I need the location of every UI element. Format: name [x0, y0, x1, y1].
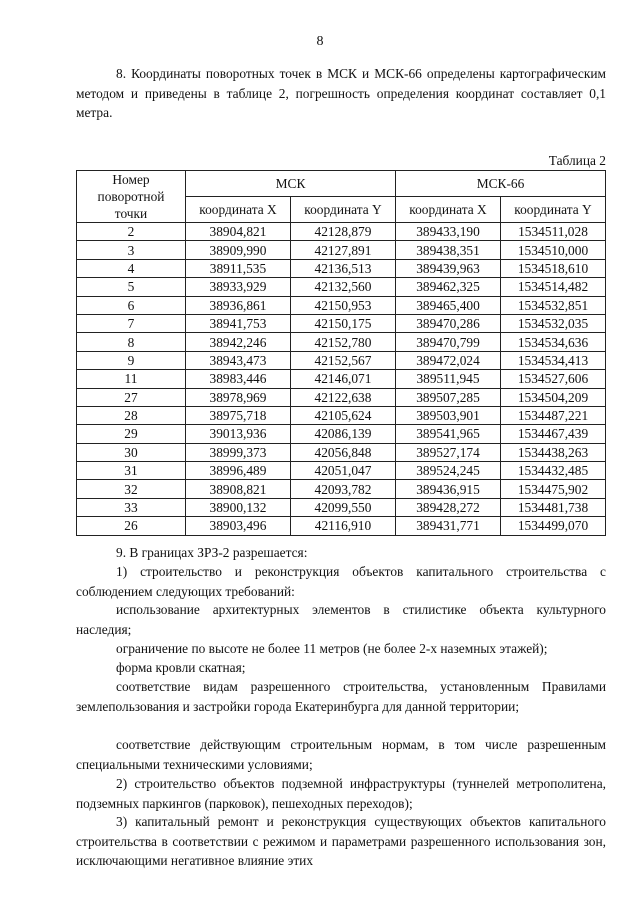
msk-y-cell: 42086,139 — [291, 425, 396, 443]
msk-y-header: координата Y — [291, 197, 396, 223]
coordinates-table — [76, 170, 606, 536]
msk-y-cell: 42093,782 — [291, 480, 396, 498]
table-row — [77, 241, 606, 259]
table-row — [77, 333, 606, 351]
section-8-paragraph: 8. Координаты поворотных точек в МСК и МСК-66 определены картографическим методом и приведены в таблице 2, погрешность определения координат составляет 0,1 метра. — [76, 66, 606, 121]
msk66-y-cell: 1534510,000 — [501, 241, 606, 259]
msk66-y-cell: 1534475,902 — [501, 480, 606, 498]
table-row — [77, 443, 606, 461]
msk66-y-cell: 1534511,028 — [501, 223, 606, 241]
point-number-cell: 7 — [77, 314, 186, 332]
table-row — [77, 351, 606, 369]
msk66-x-cell: 389524,245 — [396, 462, 501, 480]
point-number-cell: 6 — [77, 296, 186, 314]
msk-header: МСК — [186, 171, 396, 197]
point-number-cell: 31 — [77, 462, 186, 480]
msk66-x-cell: 389527,174 — [396, 443, 501, 461]
msk-y-cell: 42127,891 — [291, 241, 396, 259]
msk-y-cell: 42132,560 — [291, 278, 396, 296]
msk-x-cell: 38900,132 — [186, 498, 291, 516]
table-row — [77, 296, 606, 314]
msk-x-cell: 38975,718 — [186, 406, 291, 424]
table-row — [77, 223, 606, 241]
msk66-x-cell: 389507,285 — [396, 388, 501, 406]
point-number-cell: 30 — [77, 443, 186, 461]
msk-x-cell: 38908,821 — [186, 480, 291, 498]
msk66-y-cell: 1534467,439 — [501, 425, 606, 443]
msk66-x-cell: 389439,963 — [396, 259, 501, 277]
msk-x-cell: 38999,373 — [186, 443, 291, 461]
msk-y-cell: 42150,175 — [291, 314, 396, 332]
msk-y-cell: 42152,567 — [291, 351, 396, 369]
msk-y-cell: 42105,624 — [291, 406, 396, 424]
msk66-x-cell: 389511,945 — [396, 370, 501, 388]
msk-y-cell: 42056,848 — [291, 443, 396, 461]
msk66-y-cell: 1534532,035 — [501, 314, 606, 332]
msk-x-cell: 38933,929 — [186, 278, 291, 296]
msk66-y-cell: 1534527,606 — [501, 370, 606, 388]
point-number-cell: 33 — [77, 498, 186, 516]
requirement-land-use: соответствие видам разрешенного строительства, установленным Правилами землепользования и застройки города Екатеринбурга для данной территории; — [76, 679, 606, 714]
requirement-architecture: использование архитектурных элементов в стилистике объекта культурного наследия; — [76, 602, 606, 637]
msk66-header: МСК-66 — [396, 171, 606, 197]
msk66-y-cell: 1534534,413 — [501, 351, 606, 369]
msk66-y-cell: 1534487,221 — [501, 406, 606, 424]
table-row — [77, 406, 606, 424]
msk-x-cell: 38942,246 — [186, 333, 291, 351]
msk66-x-cell: 389472,024 — [396, 351, 501, 369]
msk-x-header: координата X — [186, 197, 291, 223]
msk66-y-cell: 1534518,610 — [501, 259, 606, 277]
requirement-height: ограничение по высоте не более 11 метров (не более 2-х наземных этажей); — [116, 641, 548, 656]
msk66-x-cell: 389431,771 — [396, 517, 501, 535]
msk66-y-cell: 1534481,738 — [501, 498, 606, 516]
page-number: 8 — [316, 34, 324, 49]
msk-x-cell: 38996,489 — [186, 462, 291, 480]
msk66-x-cell: 389438,351 — [396, 241, 501, 259]
point-number-cell: 3 — [77, 241, 186, 259]
msk66-y-header: координата Y — [501, 197, 606, 223]
msk-x-cell: 38909,990 — [186, 241, 291, 259]
requirement-building-norms: соответствие действующим строительным нормам, в том числе разрешенным специальными техническими условиями; — [76, 737, 606, 772]
msk-x-cell: 38983,446 — [186, 370, 291, 388]
table-body — [77, 223, 606, 536]
msk66-y-cell: 1534438,263 — [501, 443, 606, 461]
msk66-x-cell: 389503,901 — [396, 406, 501, 424]
msk66-x-cell: 389428,272 — [396, 498, 501, 516]
table-row — [77, 425, 606, 443]
point-number-cell: 11 — [77, 370, 186, 388]
msk-x-cell: 39013,936 — [186, 425, 291, 443]
msk-y-cell: 42128,879 — [291, 223, 396, 241]
section-9-item-3: 3) капитальный ремонт и реконструкция существующих объектов капитального строительства в соответствии с режимом и параметрами разрешенного использования зон, исключающими негативное влияние этих — [76, 814, 606, 869]
section-9-title: 9. В границах ЗРЗ-2 разрешается: — [116, 545, 308, 560]
msk-y-cell: 42116,910 — [291, 517, 396, 535]
msk66-x-cell: 389470,286 — [396, 314, 501, 332]
msk-y-cell: 42146,071 — [291, 370, 396, 388]
msk-y-cell: 42122,638 — [291, 388, 396, 406]
msk66-y-cell: 1534532,851 — [501, 296, 606, 314]
msk66-y-cell: 1534514,482 — [501, 278, 606, 296]
msk66-x-cell: 389465,400 — [396, 296, 501, 314]
msk-x-cell: 38904,821 — [186, 223, 291, 241]
msk-y-cell: 42136,513 — [291, 259, 396, 277]
msk66-x-cell: 389541,965 — [396, 425, 501, 443]
msk-x-cell: 38911,535 — [186, 259, 291, 277]
table-row — [77, 259, 606, 277]
msk-x-cell: 38903,496 — [186, 517, 291, 535]
msk-y-cell: 42150,953 — [291, 296, 396, 314]
table-row — [77, 480, 606, 498]
point-number-header: Номер поворотной точки — [77, 171, 186, 223]
msk66-y-cell: 1534504,209 — [501, 388, 606, 406]
msk66-x-header: координата X — [396, 197, 501, 223]
point-number-cell: 2 — [77, 223, 186, 241]
table-row — [77, 370, 606, 388]
msk-y-cell: 42099,550 — [291, 498, 396, 516]
point-number-cell: 28 — [77, 406, 186, 424]
section-9-item-1: 1) строительство и реконструкция объектов капитального строительства с соблюдением следующих требований: — [76, 564, 606, 599]
point-number-cell: 27 — [77, 388, 186, 406]
msk66-x-cell: 389436,915 — [396, 480, 501, 498]
table-row — [77, 498, 606, 516]
table-caption: Таблица 2 — [548, 153, 606, 168]
point-number-cell: 26 — [77, 517, 186, 535]
msk66-y-cell: 1534432,485 — [501, 462, 606, 480]
table-row — [77, 517, 606, 535]
point-number-cell: 5 — [77, 278, 186, 296]
msk-y-cell: 42051,047 — [291, 462, 396, 480]
msk-x-cell: 38978,969 — [186, 388, 291, 406]
requirement-roof: форма кровли скатная; — [116, 660, 246, 675]
point-number-cell: 32 — [77, 480, 186, 498]
msk-x-cell: 38936,861 — [186, 296, 291, 314]
msk-y-cell: 42152,780 — [291, 333, 396, 351]
msk-x-cell: 38941,753 — [186, 314, 291, 332]
msk66-x-cell: 389470,799 — [396, 333, 501, 351]
point-number-cell: 4 — [77, 259, 186, 277]
msk66-y-cell: 1534534,636 — [501, 333, 606, 351]
point-number-cell: 8 — [77, 333, 186, 351]
msk66-x-cell: 389433,190 — [396, 223, 501, 241]
section-9-item-2: 2) строительство объектов подземной инфраструктуры (туннелей метрополитена, подземных паркингов (парковок), пешеходных переходов); — [76, 776, 606, 811]
table-row — [77, 278, 606, 296]
point-number-cell: 29 — [77, 425, 186, 443]
point-number-cell: 9 — [77, 351, 186, 369]
msk-x-cell: 38943,473 — [186, 351, 291, 369]
msk66-x-cell: 389462,325 — [396, 278, 501, 296]
table-row — [77, 462, 606, 480]
msk66-y-cell: 1534499,070 — [501, 517, 606, 535]
table-row — [77, 314, 606, 332]
table-header-row — [77, 171, 606, 197]
table-row — [77, 388, 606, 406]
